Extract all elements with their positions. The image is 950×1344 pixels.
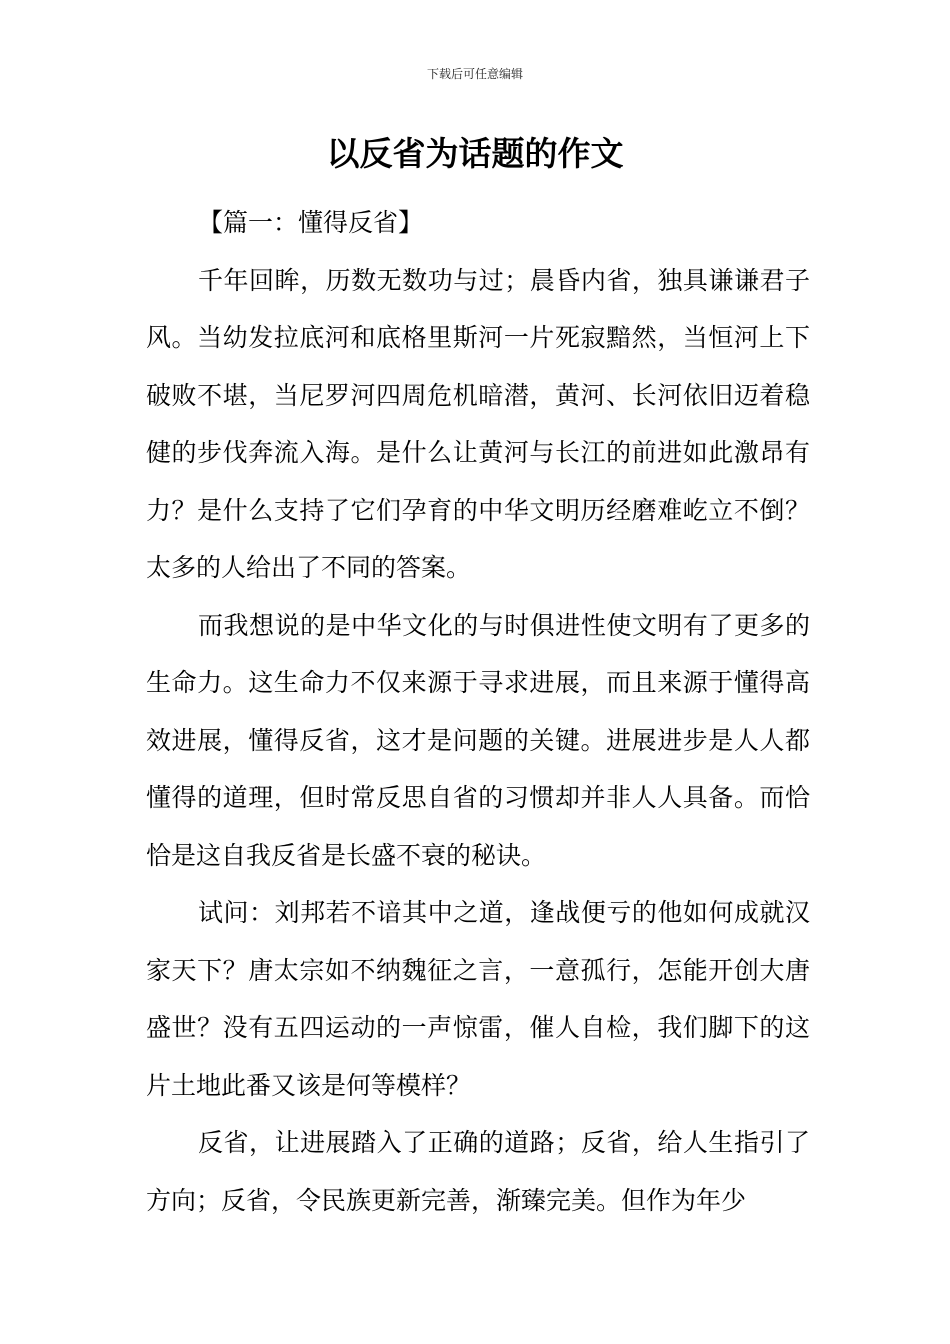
paragraph-3: 试问：刘邦若不谙其中之道，逢战便亏的他如何成就汉家天下？唐太宗如不纳魏征之言，一意孤行，怎能开创大唐盛世？没有五四运动的一声惊雷，催人自检，我们脚下的这片土地此番又该是何等模样？ bbox=[146, 898, 810, 1100]
header-note: 下载后可任意编辑 bbox=[426, 67, 523, 81]
document-body bbox=[146, 194, 810, 1229]
paragraph-2: 而我想说的是中华文化的与时俱进性使文明有了更多的生命力。这生命力不仅来源于寻求进展，而且来源于懂得高效进展，懂得反省，这才是问题的关键。进展进步是人人都懂得的道理，但时常反思自省的习惯却并非人人具备。而恰恰是这自我反省是长盛不衰的秘诀。 bbox=[146, 610, 810, 870]
document-title: 以反省为话题的作文 bbox=[326, 134, 624, 173]
section-heading: 【篇一：懂得反省】 bbox=[198, 208, 424, 237]
paragraph-1: 千年回眸，历数无数功与过；晨昏内省，独具谦谦君子风。当幼发拉底河和底格里斯河一片死寂黯然，当恒河上下破败不堪，当尼罗河四周危机暗潜，黄河、长河依旧迈着稳健的步伐奔流入海。是什么让黄河与长江的前进如此激昂有力？是什么支持了它们孕育的中华文明历经磨难屹立不倒？太多的人给出了不同的答案。 bbox=[146, 265, 810, 582]
paragraph-4: 反省，让进展踏入了正确的道路；反省，给人生指引了方向；反省，令民族更新完善，渐臻完美。但作为年少 bbox=[146, 1128, 810, 1215]
